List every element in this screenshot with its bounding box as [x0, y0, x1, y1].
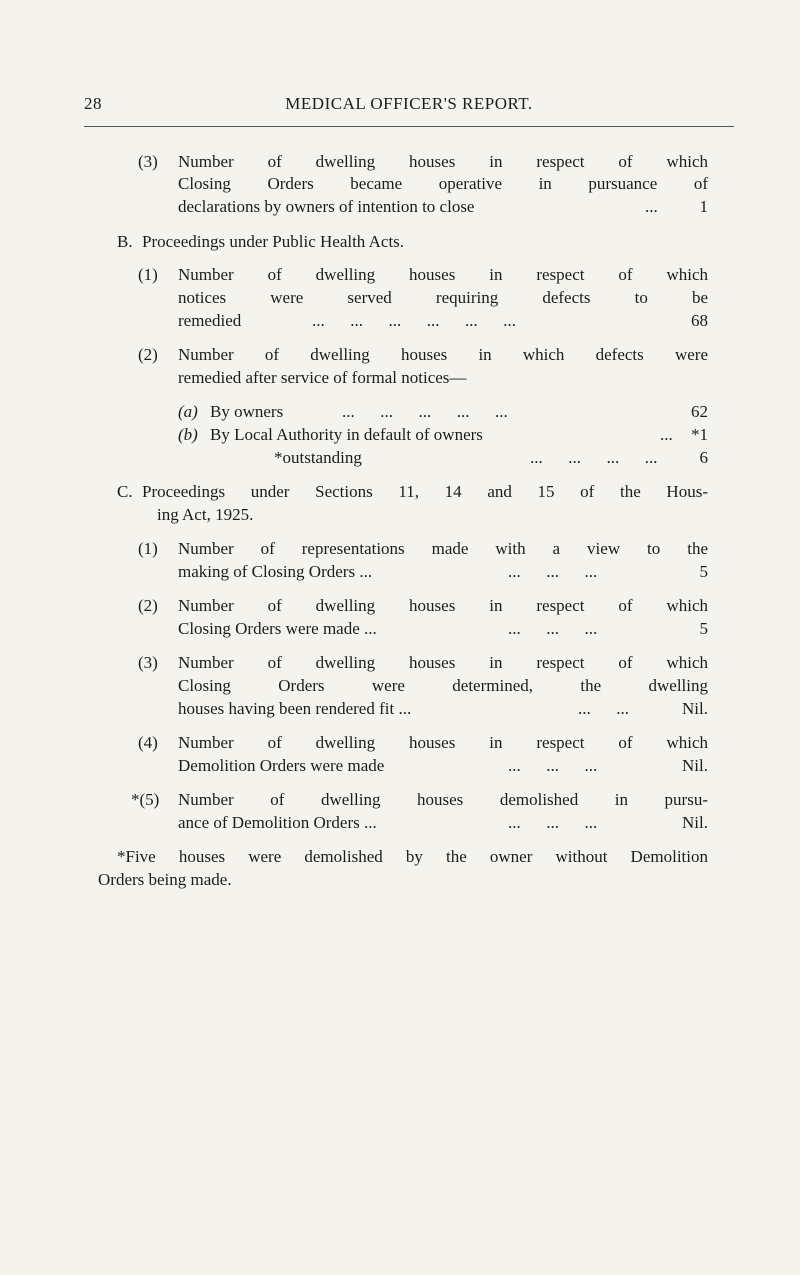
item-text: Closing Orders were made ... — [178, 619, 377, 638]
item-text: Number of dwelling houses demolished in pursu- — [178, 790, 708, 809]
item-label-text: (b) — [178, 425, 198, 444]
leader-dots: ... ... ... ... ... — [342, 402, 508, 421]
header-rule — [84, 126, 734, 127]
item-text: ance of Demolition Orders ... — [178, 813, 377, 832]
item-label — [178, 400, 198, 424]
item-label: (3) — [138, 152, 158, 171]
item-value: 62 — [691, 402, 708, 421]
item-value: *1 — [691, 425, 708, 444]
leader-dots: ... ... — [578, 699, 629, 718]
item-value: Nil. — [682, 813, 708, 832]
item-value: 6 — [699, 448, 708, 467]
item-text: notices were served requiring defects to be — [178, 288, 708, 307]
leader-dots: ... ... ... ... — [530, 448, 658, 467]
item-text: Closing Orders became operative in pursuance of — [178, 174, 708, 193]
footnote-text: *Five houses were demolished by the owner without Demolition — [117, 847, 708, 866]
section-label: B. — [117, 232, 133, 251]
item-value: 1 — [699, 197, 708, 216]
item-text: By Local Authority in default of owners — [210, 425, 483, 444]
item-value: Nil. — [682, 699, 708, 718]
leader-dots: ... — [660, 425, 673, 444]
leader-dots: ... ... ... — [508, 619, 598, 638]
footnote-text: Orders being made. — [98, 870, 232, 889]
item-text: Demolition Orders were made — [178, 756, 385, 775]
item-text: Number of dwelling houses in respect of which — [178, 596, 708, 615]
item-value: 5 — [699, 562, 708, 581]
item-text: Number of dwelling houses in respect of which — [178, 653, 708, 672]
item-label — [178, 423, 198, 447]
section-heading: ing Act, 1925. — [157, 505, 254, 524]
leader-dots: ... ... ... — [508, 813, 598, 832]
item-label: (3) — [138, 653, 158, 672]
item-text: By owners — [210, 402, 284, 421]
leader-dots: ... — [645, 197, 658, 216]
item-label: (1) — [138, 539, 158, 558]
item-text: declarations by owners of intention to close — [178, 197, 475, 216]
section-heading: Proceedings under Sections 11, 14 and 15 of the Hous- — [142, 482, 708, 501]
item-text: remedied — [178, 311, 242, 330]
item-label-text: (a) — [178, 402, 198, 421]
item-text: Closing Orders were determined, the dwelling — [178, 676, 708, 695]
item-value: 68 — [691, 311, 708, 330]
item-label: (2) — [138, 345, 158, 364]
item-value: Nil. — [682, 756, 708, 775]
section-label: C. — [117, 482, 133, 501]
item-label: (4) — [138, 733, 158, 752]
item-text: *outstanding — [274, 448, 362, 467]
item-label: (2) — [138, 596, 158, 615]
item-text: houses having been rendered fit ... — [178, 699, 412, 718]
item-text: Number of representations made with a view to the — [178, 539, 708, 558]
leader-dots: ... ... ... — [508, 562, 598, 581]
item-text: Number of dwelling houses in respect of which — [178, 733, 708, 752]
item-text: Number of dwelling houses in respect of which — [178, 152, 708, 171]
item-label: (1) — [138, 265, 158, 284]
leader-dots: ... ... ... — [508, 756, 598, 775]
page-number: 28 — [84, 94, 102, 113]
item-text: Number of dwelling houses in which defects were — [178, 345, 708, 364]
item-text: remedied after service of formal notices— — [178, 368, 467, 387]
item-value: 5 — [699, 619, 708, 638]
page-title: MEDICAL OFFICER'S REPORT. — [285, 94, 533, 113]
section-heading: Proceedings under Public Health Acts. — [142, 232, 405, 251]
item-text: Number of dwelling houses in respect of which — [178, 265, 708, 284]
leader-dots: ... ... ... ... ... ... — [312, 311, 516, 330]
item-label: *(5) — [131, 790, 160, 809]
item-text: making of Closing Orders ... — [178, 562, 373, 581]
page-header — [84, 94, 734, 120]
